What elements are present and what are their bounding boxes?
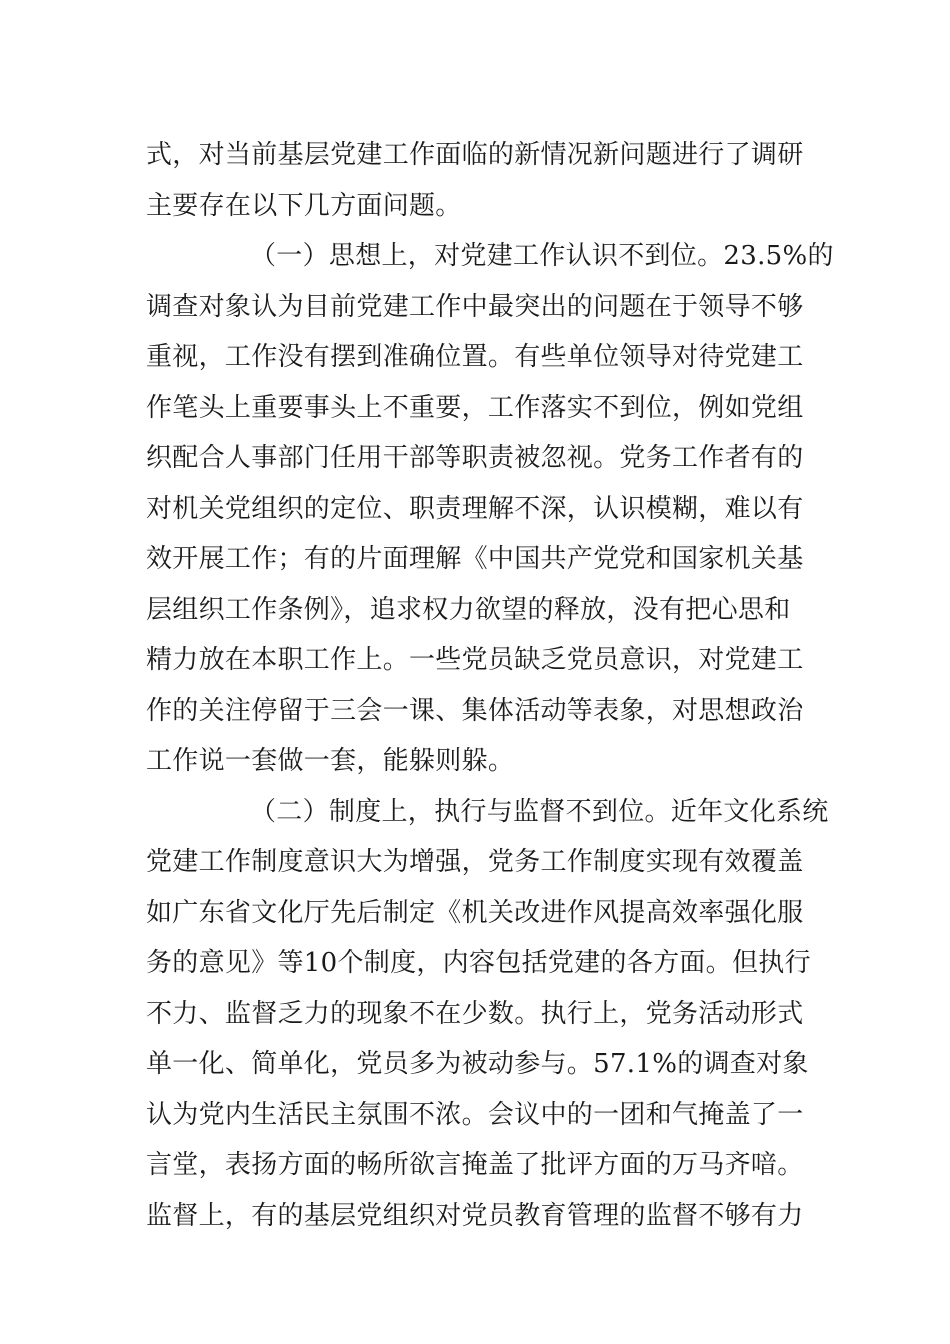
text-line: 调查对象认为目前党建工作中最突出的问题在于领导不够 (146, 291, 804, 322)
text-line: 式，对当前基层党建工作面临的新情况新问题进行了调研 (146, 140, 804, 170)
text-line: 监督上，有的基层党组织对党员教育管理的监督不够有力 (146, 1200, 804, 1231)
text-line: 织配合人事部门任用干部等职责被忽视。党务工作者有的 (146, 443, 804, 473)
text-line: 重视，工作没有摆到准确位置。有些单位领导对待党建工 (146, 342, 804, 372)
text-line: 精力放在本职工作上。一些党员缺乏党员意识，对党建工 (146, 645, 804, 675)
text-line: 工作说一套做一套，能躲则躲。 (146, 746, 515, 776)
text-line: 认为党内生活民主氛围不浓。会议中的一团和气掩盖了一 (146, 1099, 804, 1130)
text-line: 作笔头上重要事头上不重要，工作落实不到位，例如党组 (146, 392, 804, 423)
text-line: 务的意见》等10个制度，内容包括党建的各方面。但执行 (146, 948, 811, 978)
text-line: 作的关注停留于三会一课、集体活动等表象，对思想政治 (146, 695, 804, 726)
text-line: 如广东省文化厅先后制定《机关改进作风提高效率强化服 (146, 897, 804, 928)
text-line: 言堂，表扬方面的畅所欲言掩盖了批评方面的万马齐喑。 (146, 1150, 804, 1180)
text-line: 对机关党组织的定位、职责理解不深，认识模糊，难以有 (146, 493, 804, 524)
text-line: 效开展工作；有的片面理解《中国共产党党和国家机关基 (146, 544, 804, 574)
text-line: 党建工作制度意识大为增强，党务工作制度实现有效覆盖 (146, 847, 804, 877)
section-heading-line: （一）思想上，对党建工作认识不到位。23.5%的 (250, 241, 834, 271)
text-line: 单一化、简单化，党员多为被动参与。57.1%的调查对象 (146, 1049, 809, 1079)
section-heading-line: （二）制度上，执行与监督不到位。近年文化系统 (250, 796, 829, 827)
text-line: 主要存在以下几方面问题。 (146, 190, 462, 221)
body-text (146, 130, 834, 1241)
text-line: 层组织工作条例》，追求权力欲望的释放，没有把心思和 (146, 594, 791, 625)
text-line: 不力、监督乏力的现象不在少数。执行上，党务活动形式 (146, 998, 804, 1029)
